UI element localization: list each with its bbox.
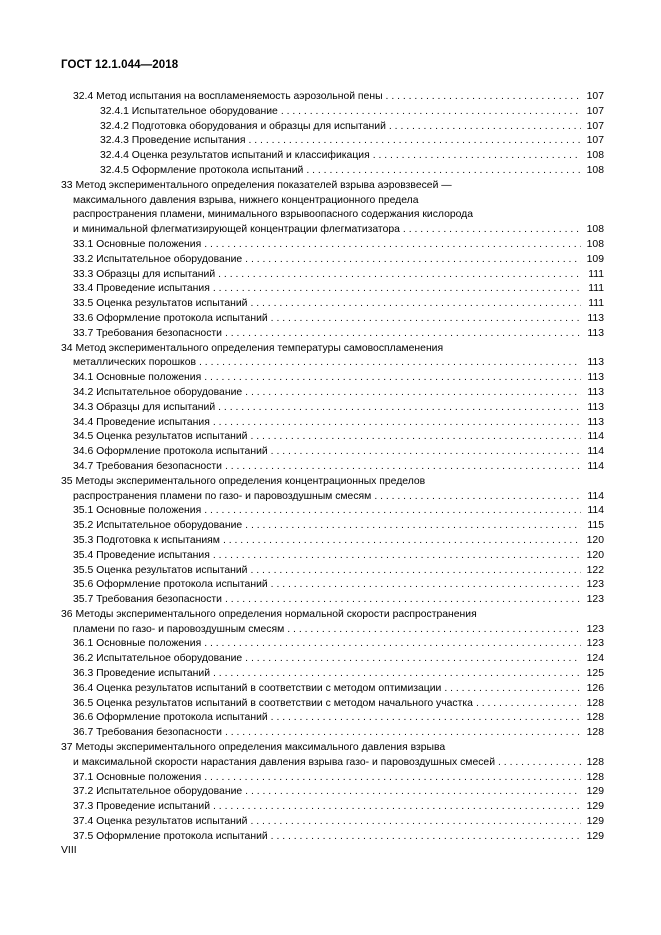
toc-entry [61, 578, 604, 593]
toc-entry-title [61, 430, 604, 445]
toc-entry-text: 35.5 Оценка результатов испытаний [73, 564, 248, 576]
toc-entry-text: 36.7 Требования безопасности [73, 727, 222, 739]
toc-entry-title [61, 134, 604, 149]
toc-entry-title [61, 401, 604, 416]
toc-entry [61, 564, 604, 579]
toc-entry-title [61, 445, 604, 460]
toc-entry [61, 386, 604, 401]
toc-entry [61, 504, 604, 519]
toc-page-number: 114 [587, 460, 604, 472]
toc-dot-leader [373, 149, 581, 164]
toc-entry-title [61, 800, 604, 815]
toc-entry-title [61, 830, 604, 845]
toc-entry [61, 327, 604, 342]
toc-entry-text: 33.5 Оценка результатов испытаний [73, 298, 248, 310]
toc-entry-text: распространения пламени по газо- и паровоздушным смесям [73, 490, 372, 502]
toc-entry-text: 35 Методы экспериментального определения концентрационных пределов [61, 475, 426, 487]
toc-entry-title [61, 90, 604, 105]
toc-entry [61, 682, 604, 697]
toc-page-number: 113 [587, 416, 604, 428]
toc-entry-text: 33.2 Испытательное оборудование [73, 253, 243, 265]
toc-dot-leader [245, 652, 581, 667]
toc-entry-text: 36 Методы экспериментального определения нормальной скорости распространения [61, 608, 477, 620]
toc-entry-title [61, 327, 604, 342]
toc-entry-text: 35.6 Оформление протокола испытаний [73, 579, 268, 591]
toc-entry [61, 608, 604, 638]
toc-entry-text: 37.2 Испытательное оборудование [73, 786, 243, 798]
toc-entry-text: 34.3 Образцы для испытаний [73, 401, 216, 413]
toc-entry [61, 430, 604, 445]
toc-entry-text: 36.5 Оценка результатов испытаний в соответствии с методом начального участка [73, 697, 473, 709]
toc-entry-title [61, 534, 604, 549]
toc-entry-title [61, 711, 604, 726]
toc-dot-leader [204, 504, 581, 519]
toc-entry-text: 36.3 Проведение испытаний [73, 668, 211, 680]
toc-entry-title [61, 342, 604, 357]
toc-entry-title [61, 179, 604, 194]
toc-page-number: 108 [586, 238, 604, 250]
toc-page-number: 128 [586, 756, 604, 768]
toc-dot-leader [389, 120, 581, 135]
toc-entry-text: 33 Метод экспериментального определения показателей взрыва аэровзвесей — [61, 179, 452, 191]
toc-entry [61, 164, 604, 179]
toc-dot-leader [213, 800, 581, 815]
toc-entry-text: 37 Методы экспериментального определения максимального давления взрыва [61, 742, 446, 754]
toc-entry-title-continued [61, 756, 604, 771]
toc-entry [61, 519, 604, 534]
toc-entry-text: 35.1 Основные положения [73, 505, 202, 517]
toc-dot-leader [223, 534, 581, 549]
toc-entry-title [61, 268, 604, 283]
toc-dot-leader [245, 253, 581, 268]
toc-entry-text: 32.4.4 Оценка результатов испытаний и классификация [100, 150, 370, 162]
toc-entry-text: 37.5 Оформление протокола испытаний [73, 830, 268, 842]
toc-entry [61, 416, 604, 431]
toc-entry-text: 33.3 Образцы для испытаний [73, 268, 216, 280]
toc-entry-text: 33.1 Основные положения [73, 238, 202, 250]
toc-entry-title [61, 460, 604, 475]
toc-entry-text: 35.3 Подготовка к испытаниям [73, 534, 220, 546]
toc-dot-leader [271, 830, 581, 845]
toc-entry-title [61, 593, 604, 608]
toc-entry-text: 32.4.5 Оформление протокола испытаний [100, 164, 304, 176]
toc-entry [61, 637, 604, 652]
toc-entry-title [61, 504, 604, 519]
toc-page-number: 113 [587, 386, 604, 398]
toc-page-number: 123 [586, 579, 604, 591]
toc-entry-title [61, 726, 604, 741]
toc-entry-title [61, 608, 604, 623]
toc-entry [61, 460, 604, 475]
toc-entry-text: 32.4.3 Проведение испытания [100, 135, 246, 147]
toc-page-number: 122 [586, 564, 604, 576]
toc-entry-title-continued [61, 223, 604, 238]
toc-entry [61, 549, 604, 564]
toc-entry-text: 35.4 Проведение испытания [73, 549, 210, 561]
toc-entry-text: 34.7 Требования безопасности [73, 460, 222, 472]
toc-entry [61, 297, 604, 312]
toc-entry [61, 741, 604, 771]
toc-entry-title-continued [61, 194, 604, 209]
toc-entry-text: 33.7 Требования безопасности [73, 327, 222, 339]
toc-entry-text: 36.6 Оформление протокола испытаний [73, 712, 268, 724]
toc-page-number: 109 [586, 253, 604, 265]
toc-entry-title [61, 386, 604, 401]
toc-dot-leader [476, 697, 581, 712]
toc-page-number: 108 [586, 224, 604, 236]
toc-entry [61, 445, 604, 460]
toc-entry-title [61, 682, 604, 697]
toc-entry-title [61, 652, 604, 667]
toc-page-number: 128 [586, 697, 604, 709]
toc-page-number: 107 [586, 135, 604, 147]
toc-page-number: 115 [587, 520, 604, 532]
toc-dot-leader [245, 519, 581, 534]
toc-entry [61, 268, 604, 283]
toc-entry [61, 120, 604, 135]
toc-entry-text: 34.1 Основные положения [73, 372, 202, 384]
toc-page-number: 126 [586, 682, 604, 694]
toc-entry-title-continued [61, 356, 604, 371]
toc-entry-text: распространения пламени, минимального взрывоопасного содержания кислорода [73, 209, 474, 221]
toc-entry-title [61, 549, 604, 564]
toc-page-number: 111 [588, 298, 604, 310]
toc-entry-text: 34 Метод экспериментального определения температуры самовоспламенения [61, 342, 444, 354]
toc-entry [61, 179, 604, 238]
toc-dot-leader [218, 268, 581, 283]
toc-dot-leader [213, 416, 581, 431]
toc-entry [61, 282, 604, 297]
toc-dot-leader [281, 105, 581, 120]
toc-page-number: 120 [586, 549, 604, 561]
toc-dot-leader [213, 549, 581, 564]
toc-page-number: 129 [586, 801, 604, 813]
toc-page-number: 124 [586, 653, 604, 665]
toc-entry-title-continued [61, 490, 604, 505]
toc-entry [61, 830, 604, 845]
toc-dot-leader [204, 371, 581, 386]
toc-page-number: 114 [587, 490, 604, 502]
toc-entry-title [61, 282, 604, 297]
page-header: ГОСТ 12.1.044—2018 [61, 59, 179, 71]
toc-entry-text: 36.1 Основные положения [73, 638, 202, 650]
toc-entry-text: 35.2 Испытательное оборудование [73, 520, 243, 532]
toc-entry [61, 815, 604, 830]
toc-entry [61, 401, 604, 416]
toc-page-number: 113 [587, 357, 604, 369]
toc-entry-title [61, 771, 604, 786]
toc-entry-title [61, 253, 604, 268]
toc-entry-title [61, 238, 604, 253]
toc-dot-leader [199, 356, 581, 371]
toc-entry [61, 697, 604, 712]
toc-entry-title [61, 815, 604, 830]
toc-entry-text: 37.1 Основные положения [73, 771, 202, 783]
toc-dot-leader [271, 578, 581, 593]
toc-dot-leader [213, 282, 581, 297]
toc-page-number: 113 [587, 372, 604, 384]
toc-dot-leader [213, 667, 581, 682]
toc-entry-text: 34.2 Испытательное оборудование [73, 386, 243, 398]
toc-entry [61, 253, 604, 268]
toc-entry-text: пламени по газо- и паровоздушным смесям [73, 623, 285, 635]
toc-entry-text: металлических порошков [73, 357, 197, 369]
toc-page-number: 128 [586, 727, 604, 739]
toc-entry [61, 667, 604, 682]
toc-page-number: 107 [586, 91, 604, 102]
toc-page-number: 123 [586, 638, 604, 650]
toc-entry-text: 34.6 Оформление протокола испытаний [73, 446, 268, 458]
toc-entry-title [61, 105, 604, 120]
toc-entry-text: 32.4.1 Испытательное оборудование [100, 105, 278, 117]
toc-dot-leader [498, 756, 581, 771]
toc-page-number: 128 [586, 712, 604, 724]
toc-entry-text: 37.3 Проведение испытаний [73, 801, 211, 813]
toc-page-number: 114 [587, 446, 604, 458]
toc-page-number: 129 [586, 816, 604, 828]
toc-entry [61, 785, 604, 800]
toc-entry [61, 711, 604, 726]
toc-entry-title [61, 519, 604, 534]
toc-dot-leader [386, 90, 581, 105]
toc-entry-text: 36.4 Оценка результатов испытаний в соответствии с методом оптимизации [73, 682, 442, 694]
toc-entry-text: и максимальной скорости нарастания давления взрыва газо- и паровоздушных смесей [73, 756, 496, 768]
toc-entry-title [61, 637, 604, 652]
toc-entry-title [61, 149, 604, 164]
toc-page-number: 113 [587, 401, 604, 413]
toc-entry-title [61, 785, 604, 800]
toc-entry-title [61, 667, 604, 682]
toc-entry [61, 105, 604, 120]
toc-entry [61, 238, 604, 253]
toc-page-number: 111 [588, 283, 604, 295]
toc-entry-text: 33.6 Оформление протокола испытаний [73, 312, 268, 324]
toc-dot-leader [271, 445, 581, 460]
toc-entry-text: 35.7 Требования безопасности [73, 594, 222, 606]
toc-entry-text: 34.5 Оценка результатов испытаний [73, 431, 248, 443]
toc-page-number: 111 [588, 268, 604, 280]
toc-entry [61, 312, 604, 327]
toc-dot-leader [287, 623, 581, 638]
toc-page-number: 125 [586, 668, 604, 680]
toc-entry-text: 32.4.2 Подготовка оборудования и образцы для испытаний [100, 120, 386, 132]
toc-entry [61, 800, 604, 815]
toc-dot-leader [306, 164, 581, 179]
toc-entry-text: 37.4 Оценка результатов испытаний [73, 816, 248, 828]
toc-entry-title [61, 475, 604, 490]
toc-page-number: 113 [587, 327, 604, 339]
toc-entry-title [61, 741, 604, 756]
toc-entry [61, 134, 604, 149]
toc-dot-leader [204, 238, 581, 253]
toc-entry-title [61, 371, 604, 386]
toc-entry [61, 149, 604, 164]
toc-entry [61, 534, 604, 549]
toc-entry [61, 771, 604, 786]
toc-page-number: 107 [586, 120, 604, 132]
toc-entry-text: 34.4 Проведение испытания [73, 416, 210, 428]
toc-entry-title [61, 297, 604, 312]
toc-page-number: 107 [586, 105, 604, 117]
toc-page-number: 120 [586, 534, 604, 546]
toc-dot-leader [403, 223, 581, 238]
toc-entry [61, 593, 604, 608]
toc-entry-text: 33.4 Проведение испытания [73, 283, 210, 295]
toc-dot-leader [250, 815, 581, 830]
toc-dot-leader [225, 593, 581, 608]
toc-page-number: 114 [587, 431, 604, 443]
toc-entry-title [61, 578, 604, 593]
toc-entry-text: и минимальной флегматизирующей концентрации флегматизатора [73, 224, 400, 236]
toc-page-number: 123 [586, 623, 604, 635]
toc-page-number: 129 [586, 830, 604, 842]
toc-entry [61, 90, 604, 105]
toc-page-number: 114 [587, 505, 604, 517]
toc-dot-leader [249, 134, 582, 149]
toc-page-number: 128 [586, 771, 604, 783]
toc-dot-leader [271, 312, 581, 327]
toc-dot-leader [250, 564, 581, 579]
toc-entry [61, 726, 604, 741]
toc-entry [61, 371, 604, 386]
toc-entry-title [61, 164, 604, 179]
toc-page-number: 113 [587, 312, 604, 324]
toc-page-number: 108 [586, 150, 604, 162]
toc-entry-title [61, 564, 604, 579]
toc-dot-leader [225, 726, 581, 741]
toc-dot-leader [444, 682, 581, 697]
toc-dot-leader [218, 401, 581, 416]
toc-page-number: 123 [586, 594, 604, 606]
toc-entry-title [61, 312, 604, 327]
page-number: VIII [61, 845, 77, 856]
toc-dot-leader [245, 386, 581, 401]
toc-entry-title-continued [61, 623, 604, 638]
toc-entry-text: 32.4 Метод испытания на воспламеняемость аэрозольной пены [73, 91, 383, 102]
toc-entry-title [61, 697, 604, 712]
toc-entry [61, 652, 604, 667]
toc-page-number: 129 [586, 786, 604, 798]
toc-dot-leader [204, 637, 581, 652]
toc-dot-leader [250, 430, 581, 445]
toc-dot-leader [271, 711, 581, 726]
toc-entry-text: максимального давления взрыва, нижнего концентрационного предела [73, 194, 419, 206]
toc-entry [61, 342, 604, 372]
toc-entry [61, 475, 604, 505]
toc-dot-leader [250, 297, 581, 312]
toc-entry-title [61, 416, 604, 431]
toc-dot-leader [225, 460, 581, 475]
toc-dot-leader [225, 327, 581, 342]
toc-page-number: 108 [586, 164, 604, 176]
toc-entry-text: 36.2 Испытательное оборудование [73, 653, 243, 665]
toc-dot-leader [204, 771, 581, 786]
toc-dot-leader [245, 785, 581, 800]
toc-dot-leader [374, 490, 581, 505]
table-of-contents [61, 90, 604, 845]
toc-entry-title [61, 120, 604, 135]
toc-entry-title-continued [61, 208, 604, 223]
